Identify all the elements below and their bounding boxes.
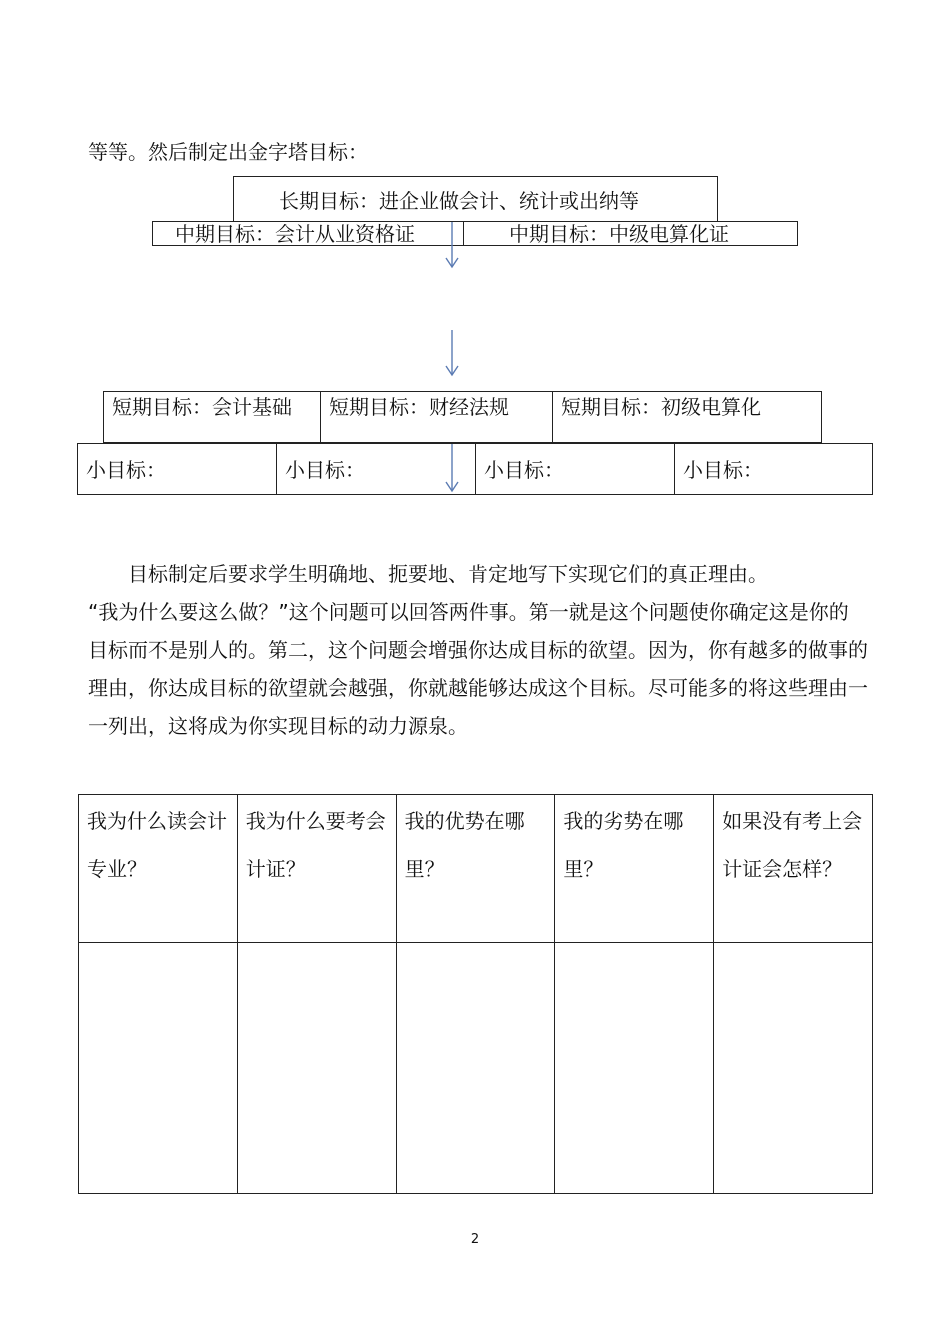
table-cell[interactable] [555,943,714,1194]
mid-term-goal-box [152,221,464,246]
paragraph-line: 目标制定后要求学生明确地、扼要地、肯定地写下实现它们的真正理由。 [128,562,768,586]
arrow-down-icon [444,444,460,494]
small-goal-box: 小目标： [77,443,277,495]
mid-term-goal-box [463,221,798,246]
short-term-goal-box: 短期目标：初级电算化 [552,391,822,443]
arrow-down-icon [444,222,460,270]
table-header-row [79,795,873,943]
reasons-table [78,794,873,1194]
small-goal-box: 小目标： [276,443,476,495]
table-cell[interactable] [237,943,396,1194]
small-goal-box: 小目标： [475,443,675,495]
page-number: 2 [470,1232,480,1247]
table-header-cell: 我的优势在哪里？ [396,795,555,943]
mid-term-goal-label: 中期目标：中级电算化证 [509,222,729,246]
paragraph-text: “我为什么要这么做？”这个问题可以回答两件事。第一就是这个问题使你确定这是你的目标而不是别人的。第二，这个问题会增强你达成目标的欲望。因为，你有越多的做事的理由，你达成目标的欲望就会越强，你就越能够达成这个目标。尽可能多的将这些理由一一列出，这将成为你实现目标的动力源泉。 [88,600,868,738]
table-row [79,943,873,1194]
intro-line: 等等。然后制定出金字塔目标： [88,140,368,164]
long-term-goal-box [233,176,718,222]
table-cell[interactable] [396,943,555,1194]
long-term-goal-label: 长期目标：进企业做会计、统计或出纳等 [279,189,639,213]
table-cell[interactable] [79,943,238,1194]
short-term-goal-box: 短期目标：会计基础 [103,391,321,443]
table-header-cell: 我的劣势在哪里？ [555,795,714,943]
table-cell[interactable] [714,943,873,1194]
mid-term-goal-label: 中期目标：会计从业资格证 [175,222,415,246]
table-header-cell: 如果没有考上会计证会怎样？ [714,795,873,943]
short-term-goal-box: 短期目标：财经法规 [320,391,553,443]
arrow-down-icon [444,330,460,378]
body-paragraph [88,555,868,745]
small-goal-box: 小目标： [674,443,873,495]
table-header-cell: 我为什么要考会计证？ [237,795,396,943]
table-header-cell: 我为什么读会计专业？ [79,795,238,943]
